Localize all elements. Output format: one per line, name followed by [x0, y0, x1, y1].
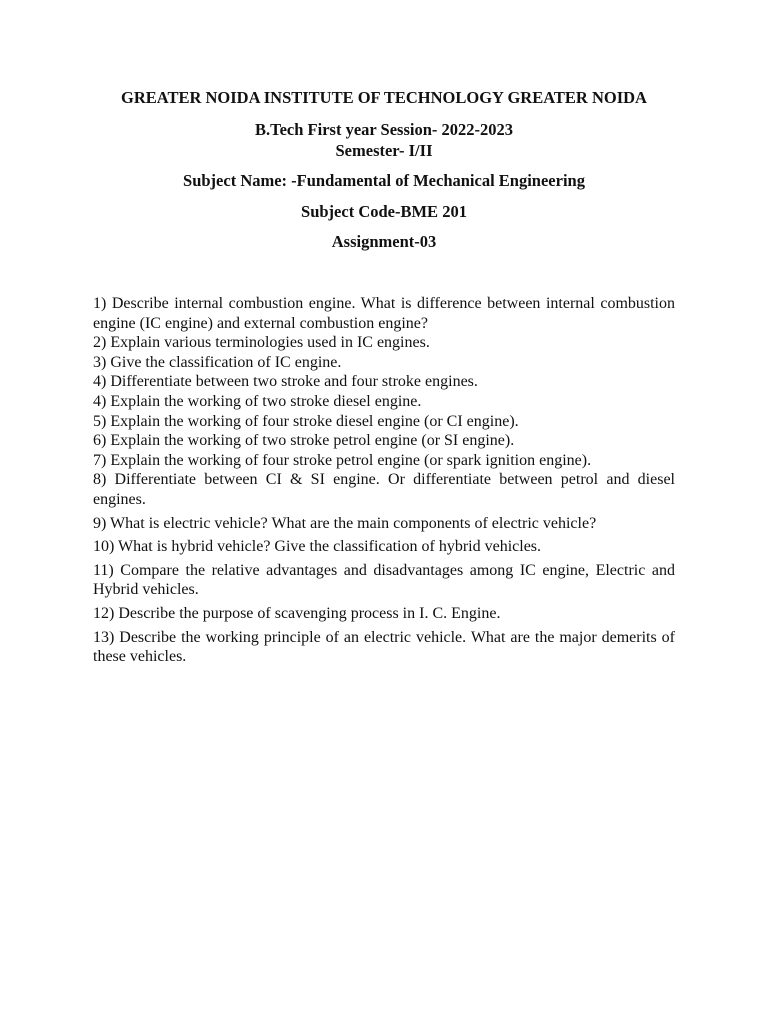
question-item: 6) Explain the working of two stroke petrol engine (or SI engine). [93, 432, 515, 450]
subject-name: Subject Name: -Fundamental of Mechanical Engineering [183, 171, 585, 190]
question-item: 9) What is electric vehicle? What are the main components of electric vehicle? [93, 514, 597, 532]
assignment-title: Assignment-03 [331, 232, 437, 251]
question-item: 2) Explain various terminologies used in IC engines. [93, 334, 430, 352]
question-item: 5) Explain the working of four stroke diesel engine (or CI engine). [93, 412, 519, 430]
question-item: 4) Explain the working of two stroke diesel engine. [93, 392, 422, 410]
session-line: B.Tech First year Session- 2022-2023 [254, 120, 514, 139]
question-list [93, 294, 675, 667]
semester-line: Semester- I/II [335, 141, 433, 160]
subject-code: Subject Code-BME 201 [301, 202, 467, 221]
question-item: 12) Describe the purpose of scavenging process in I. C. Engine. [93, 604, 501, 622]
question-item: 11) Compare the relative advantages and disadvantages among IC engine, Electric and Hybrid vehicles. [93, 561, 675, 599]
question-item: 8) Differentiate between CI & SI engine. Or differentiate between petrol and diesel engines. [93, 471, 675, 508]
institute-title: GREATER NOIDA INSTITUTE OF TECHNOLOGY GREATER NOIDA [121, 88, 647, 107]
question-item: 7) Explain the working of four stroke petrol engine (or spark ignition engine). [93, 451, 592, 469]
question-item: 4) Differentiate between two stroke and four stroke engines. [93, 373, 478, 391]
question-item: 10) What is hybrid vehicle? Give the classification of hybrid vehicles. [93, 538, 542, 556]
question-item: 1) Describe internal combustion engine. What is difference between internal combustion engine (IC engine) and external combustion engine? [93, 295, 675, 332]
question-item: 13) Describe the working principle of an electric vehicle. What are the major demerits of these vehicles. [93, 628, 675, 666]
question-item: 3) Give the classification of IC engine. [93, 353, 342, 371]
